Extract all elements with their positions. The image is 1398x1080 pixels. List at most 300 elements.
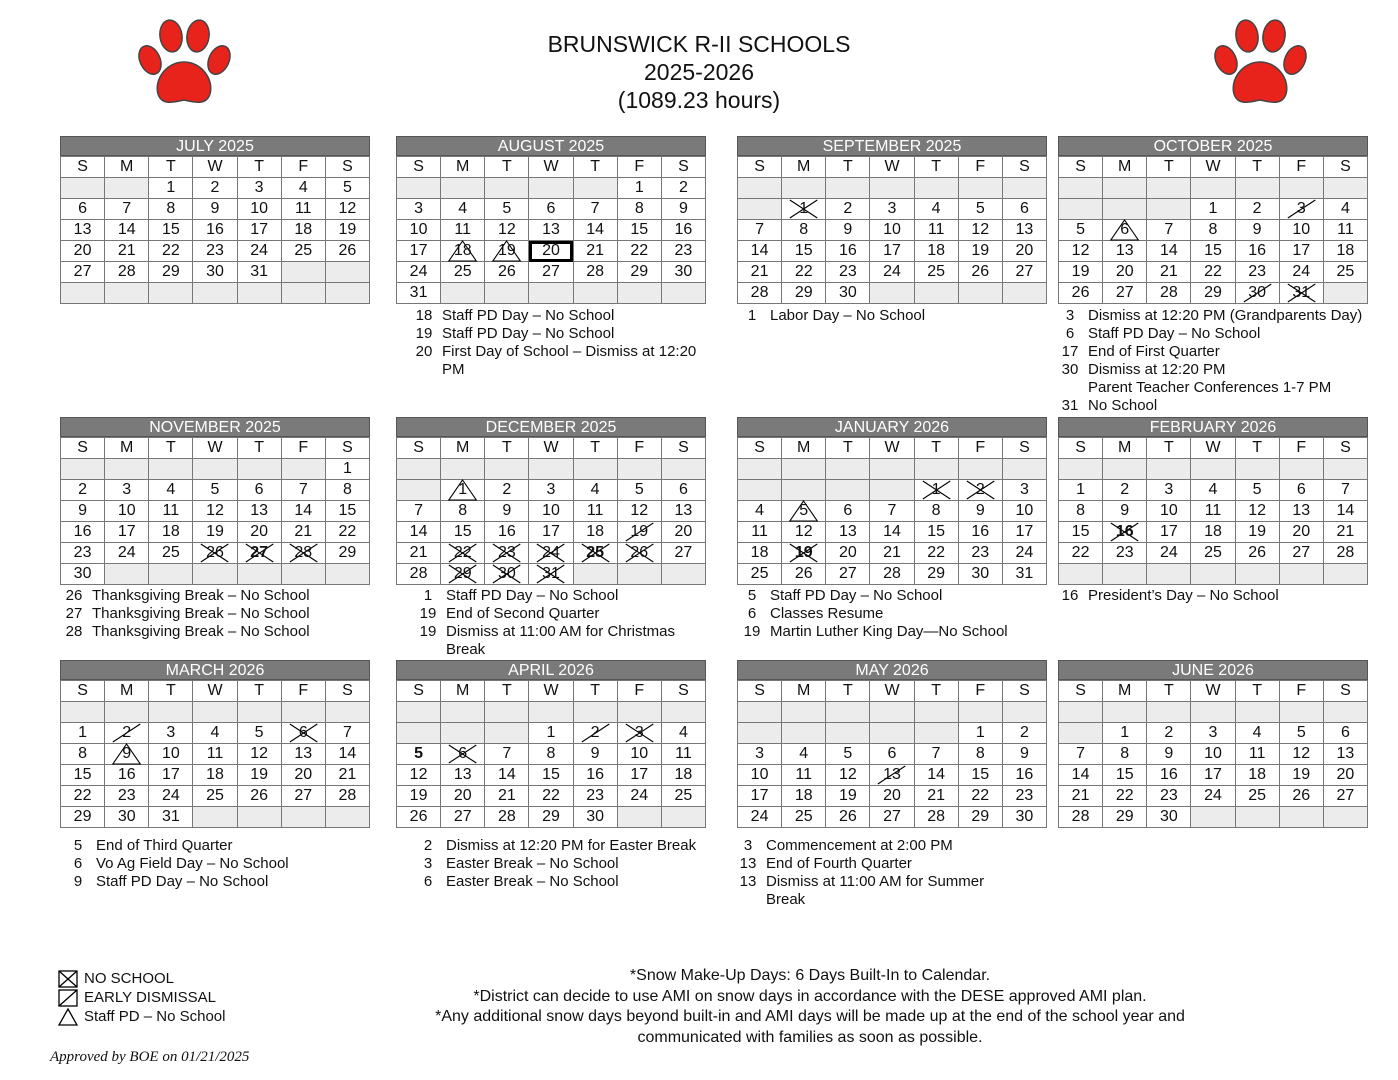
day-cell (1235, 220, 1279, 241)
day-cell (661, 765, 705, 786)
day-cell (529, 723, 573, 744)
day-cell (325, 744, 369, 765)
day-number: 30 (73, 565, 92, 582)
empty-cell (661, 807, 705, 828)
day-cell (61, 501, 105, 522)
day-number: 17 (1159, 523, 1178, 540)
day-number: 12 (794, 523, 813, 540)
note-item (730, 837, 1020, 855)
day-cell (661, 241, 705, 262)
weekday-header: S (61, 157, 105, 178)
footnote-snow-makeup: *Snow Make-Up Days: 6 Days Built-In to Calendar. (629, 967, 991, 984)
weekday-header: W (529, 438, 573, 459)
day-number: 12 (630, 502, 649, 519)
empty-cell (1279, 178, 1323, 199)
day-cell (529, 807, 573, 828)
empty-cell (105, 178, 149, 199)
day-number: 18 (1204, 523, 1222, 540)
day-cell (149, 178, 193, 199)
empty-cell (1279, 702, 1323, 723)
day-cell (281, 744, 325, 765)
day-number: 20 (1336, 766, 1355, 783)
empty-cell (870, 459, 914, 480)
day-cell (1191, 501, 1235, 522)
day-number: 11 (751, 523, 768, 540)
note-text: No School (1088, 397, 1158, 414)
weekday-header: T (914, 157, 958, 178)
empty-cell (1147, 564, 1191, 585)
day-cell (441, 786, 485, 807)
weekday-header: T (485, 157, 529, 178)
day-cell (485, 807, 529, 828)
day-number: 23 (1115, 544, 1134, 561)
weekday-header: S (1059, 681, 1103, 702)
day-cell (105, 786, 149, 807)
day-cell (325, 501, 369, 522)
day-number: 14 (586, 221, 605, 238)
day-cell (61, 723, 105, 744)
note-day: 1 (747, 307, 757, 324)
weekday-header: W (529, 681, 573, 702)
day-number: 23 (838, 263, 857, 280)
day-cell (914, 786, 958, 807)
day-cell (1059, 283, 1103, 304)
day-number: 13 (838, 523, 857, 540)
day-number: 11 (1337, 221, 1354, 238)
day-cell (529, 744, 573, 765)
empty-cell (1323, 178, 1367, 199)
day-number: 4 (210, 724, 220, 741)
month-january-2026 (737, 417, 1047, 585)
day-number: 1 (458, 481, 468, 498)
note-item (1052, 379, 1392, 397)
day-number: 5 (342, 179, 352, 196)
day-cell (573, 723, 617, 744)
day-number: 9 (210, 200, 220, 217)
day-cell (1002, 564, 1046, 585)
day-number: 31 (542, 565, 560, 582)
empty-cell (738, 480, 782, 501)
day-cell (1191, 283, 1235, 304)
day-number: 22 (453, 544, 472, 561)
footnote-ami: *District can decide to use AMI on snow days in accordance with the DESE approved AMI plan. (473, 987, 1147, 1005)
empty-cell (573, 702, 617, 723)
day-cell (573, 744, 617, 765)
day-cell (958, 723, 1002, 744)
day-cell (237, 744, 281, 765)
month-november-2025 (60, 417, 370, 585)
note-item (406, 307, 706, 325)
day-number: 17 (542, 523, 560, 540)
day-number: 30 (586, 808, 605, 825)
weekday-header: W (193, 681, 237, 702)
day-number: 22 (542, 787, 560, 804)
note-day: 17 (1061, 343, 1079, 360)
day-number: 25 (750, 565, 769, 582)
day-cell (1323, 522, 1367, 543)
day-cell (1279, 480, 1323, 501)
day-number: 20 (294, 766, 313, 783)
weekday-header: S (397, 681, 441, 702)
note-text: Dismiss at 12:20 PM for Easter Break (446, 837, 697, 854)
weekday-header: S (1059, 438, 1103, 459)
note-text: Labor Day – No School (770, 307, 926, 324)
day-number: 18 (161, 523, 180, 540)
day-cell (661, 501, 705, 522)
day-cell (529, 199, 573, 220)
day-number: 2 (1019, 724, 1029, 741)
day-number: 10 (1015, 502, 1034, 519)
day-number: 23 (971, 544, 990, 561)
empty-cell (870, 283, 914, 304)
day-number: 15 (1115, 766, 1134, 783)
day-cell (325, 786, 369, 807)
weekday-header: W (870, 157, 914, 178)
empty-cell (914, 283, 958, 304)
weekday-header: F (281, 157, 325, 178)
month-header: JULY 2025 (60, 136, 370, 156)
day-cell (1002, 765, 1046, 786)
day-number: 15 (161, 221, 180, 238)
note-text: Commencement at 2:00 PM (766, 837, 953, 854)
day-number: 17 (1292, 242, 1311, 259)
day-number: 3 (1208, 724, 1218, 741)
day-number: 14 (117, 221, 136, 238)
notes-march (60, 837, 370, 891)
day-cell (237, 543, 281, 564)
day-cell (1147, 807, 1191, 828)
day-number: 16 (117, 766, 136, 783)
day-number: 26 (971, 263, 990, 280)
day-number: 16 (1159, 766, 1178, 783)
day-cell (1059, 522, 1103, 543)
day-cell (1235, 199, 1279, 220)
day-number: 20 (1115, 263, 1134, 280)
day-cell (870, 522, 914, 543)
day-number: 3 (166, 724, 176, 741)
day-number: 27 (294, 787, 313, 804)
day-cell (617, 501, 661, 522)
empty-cell (529, 459, 573, 480)
day-cell (1191, 220, 1235, 241)
day-cell (617, 220, 661, 241)
day-cell (958, 744, 1002, 765)
day-number: 28 (586, 263, 605, 280)
day-cell (149, 807, 193, 828)
day-cell (914, 543, 958, 564)
day-number: 8 (634, 200, 644, 217)
day-cell (1103, 786, 1147, 807)
day-cell (529, 522, 573, 543)
day-number: 19 (630, 523, 649, 540)
day-number: 8 (799, 221, 809, 238)
day-number: 2 (502, 481, 512, 498)
day-number: 20 (1015, 242, 1034, 259)
empty-cell (1235, 702, 1279, 723)
day-cell (782, 807, 826, 828)
day-cell (782, 501, 826, 522)
empty-cell (397, 459, 441, 480)
weekday-header: S (325, 681, 369, 702)
empty-cell (237, 459, 281, 480)
day-number: 13 (250, 502, 269, 519)
day-number: 10 (117, 502, 136, 519)
day-cell (870, 744, 914, 765)
day-number: 7 (414, 502, 424, 519)
day-number: 7 (590, 200, 600, 217)
day-number: 13 (883, 766, 901, 783)
empty-cell (1002, 459, 1046, 480)
day-cell (1323, 220, 1367, 241)
empty-cell (237, 564, 281, 585)
day-number: 11 (206, 745, 224, 762)
day-cell (661, 744, 705, 765)
empty-cell (1191, 178, 1235, 199)
day-cell (397, 241, 441, 262)
weekday-header: W (193, 157, 237, 178)
day-number: 5 (254, 724, 264, 741)
empty-cell (1103, 564, 1147, 585)
day-cell (441, 765, 485, 786)
day-number: 19 (409, 787, 428, 804)
day-cell (149, 723, 193, 744)
empty-cell (573, 178, 617, 199)
empty-cell (529, 283, 573, 304)
day-cell (1235, 786, 1279, 807)
empty-cell (958, 178, 1002, 199)
note-item (734, 587, 1044, 605)
day-number: 30 (1015, 808, 1034, 825)
day-cell (485, 543, 529, 564)
day-number: 16 (1248, 242, 1267, 259)
weekday-header: M (1103, 681, 1147, 702)
day-number: 28 (1336, 544, 1355, 561)
weekday-header: S (325, 438, 369, 459)
empty-cell (325, 702, 369, 723)
day-cell (1323, 786, 1367, 807)
weekday-header: S (1323, 681, 1367, 702)
day-number: 7 (1164, 221, 1174, 238)
day-number: 24 (1015, 544, 1034, 561)
day-cell (281, 501, 325, 522)
day-cell (105, 501, 149, 522)
day-number: 13 (1015, 221, 1034, 238)
day-cell (281, 522, 325, 543)
day-cell (1191, 744, 1235, 765)
day-number: 3 (414, 200, 424, 217)
day-number: 12 (497, 221, 516, 238)
weekday-header: S (738, 438, 782, 459)
day-cell (397, 220, 441, 241)
day-number: 3 (755, 745, 765, 762)
day-number: 12 (1248, 502, 1267, 519)
day-cell (61, 522, 105, 543)
day-number: 26 (838, 808, 857, 825)
empty-cell (193, 564, 237, 585)
day-number: 2 (78, 481, 88, 498)
weekday-header: S (661, 157, 705, 178)
empty-cell (149, 702, 193, 723)
day-number: 27 (1292, 544, 1311, 561)
day-cell (617, 723, 661, 744)
day-number: 28 (409, 565, 428, 582)
empty-cell (661, 283, 705, 304)
day-cell (441, 744, 485, 765)
day-cell (105, 220, 149, 241)
empty-cell (325, 262, 369, 283)
day-cell (826, 199, 870, 220)
weekday-header: S (1323, 157, 1367, 178)
day-cell (237, 786, 281, 807)
day-number: 20 (674, 523, 693, 540)
month-header: AUGUST 2025 (396, 136, 706, 156)
day-cell (573, 807, 617, 828)
day-number: 5 (843, 745, 853, 762)
day-number: 20 (542, 242, 560, 259)
month-march-2026 (60, 660, 370, 828)
day-number: 20 (73, 242, 92, 259)
day-cell (325, 543, 369, 564)
weekday-header: T (914, 681, 958, 702)
day-number: 24 (1204, 787, 1222, 804)
day-cell (193, 199, 237, 220)
day-number: 15 (1071, 523, 1090, 540)
empty-cell (573, 459, 617, 480)
day-cell (573, 522, 617, 543)
day-cell (738, 262, 782, 283)
day-cell (914, 199, 958, 220)
day-number: 17 (250, 221, 269, 238)
day-number: 23 (1159, 787, 1178, 804)
empty-cell (485, 283, 529, 304)
day-number: 6 (678, 481, 688, 498)
day-number: 25 (586, 544, 605, 561)
day-number: 19 (206, 523, 224, 540)
day-number: 14 (294, 502, 313, 519)
weekday-header: M (782, 438, 826, 459)
note-day: 9 (73, 873, 83, 890)
day-number: 16 (674, 221, 693, 238)
empty-cell (149, 283, 193, 304)
weekday-header: T (573, 438, 617, 459)
staff-pd-triangle-icon (58, 1008, 78, 1026)
day-number: 2 (1120, 481, 1130, 498)
day-cell (573, 241, 617, 262)
day-cell (325, 765, 369, 786)
day-cell (397, 744, 441, 765)
day-cell (149, 744, 193, 765)
day-number: 18 (750, 544, 769, 561)
day-cell (573, 543, 617, 564)
day-number: 12 (1071, 242, 1090, 259)
day-number: 22 (794, 263, 813, 280)
day-cell (149, 220, 193, 241)
day-number: 11 (1248, 745, 1266, 762)
day-cell (1323, 501, 1367, 522)
empty-cell (914, 459, 958, 480)
day-cell (105, 522, 149, 543)
day-cell (782, 522, 826, 543)
day-number: 11 (927, 221, 945, 238)
day-cell (1191, 786, 1235, 807)
day-number: 5 (799, 502, 809, 519)
day-number: 15 (542, 766, 560, 783)
note-item (734, 623, 1044, 641)
day-cell (958, 241, 1002, 262)
empty-cell (1323, 283, 1367, 304)
empty-cell (1059, 723, 1103, 744)
note-item (410, 855, 730, 873)
day-cell (617, 543, 661, 564)
day-number: 1 (799, 200, 809, 217)
weekday-header: S (738, 681, 782, 702)
day-number: 19 (1071, 263, 1090, 280)
approval-note: Approved by BOE on 01/21/2025 (50, 1049, 250, 1065)
day-number: 4 (755, 502, 765, 519)
day-number: 25 (794, 808, 813, 825)
weekday-header: T (573, 157, 617, 178)
day-cell (441, 480, 485, 501)
empty-cell (1002, 178, 1046, 199)
day-cell (1279, 283, 1323, 304)
empty-cell (1323, 702, 1367, 723)
day-number: 21 (497, 787, 516, 804)
note-day: 28 (65, 623, 83, 640)
note-day (1052, 379, 1088, 397)
day-cell (529, 241, 573, 262)
day-cell (738, 765, 782, 786)
day-cell (149, 241, 193, 262)
empty-cell (485, 178, 529, 199)
day-cell (529, 480, 573, 501)
day-cell (738, 522, 782, 543)
day-number: 4 (931, 200, 941, 217)
day-cell (61, 786, 105, 807)
day-number: 1 (634, 179, 644, 196)
note-text: Staff PD Day – No School (770, 587, 943, 604)
empty-cell (281, 283, 325, 304)
weekday-header: T (914, 438, 958, 459)
day-cell (193, 220, 237, 241)
day-cell (826, 744, 870, 765)
empty-cell (738, 199, 782, 220)
empty-cell (485, 459, 529, 480)
day-number: 24 (1292, 263, 1311, 280)
day-cell (325, 723, 369, 744)
day-number: 3 (122, 481, 132, 498)
weekday-header: S (61, 681, 105, 702)
day-number: 21 (338, 766, 357, 783)
day-number: 24 (409, 263, 428, 280)
day-cell (105, 543, 149, 564)
day-cell (1235, 744, 1279, 765)
day-cell (397, 501, 441, 522)
day-number: 2 (975, 481, 985, 498)
day-number: 15 (73, 766, 92, 783)
empty-cell (397, 702, 441, 723)
empty-cell (870, 702, 914, 723)
day-number: 29 (161, 263, 180, 280)
day-number: 31 (250, 263, 269, 280)
weekday-header: S (1323, 438, 1367, 459)
day-cell (61, 262, 105, 283)
note-text: Dismiss at 11:00 AM for Christmas Break (446, 623, 675, 658)
day-cell (1103, 480, 1147, 501)
day-number: 6 (843, 502, 853, 519)
day-number: 6 (1019, 200, 1029, 217)
day-cell (826, 564, 870, 585)
day-cell (193, 543, 237, 564)
